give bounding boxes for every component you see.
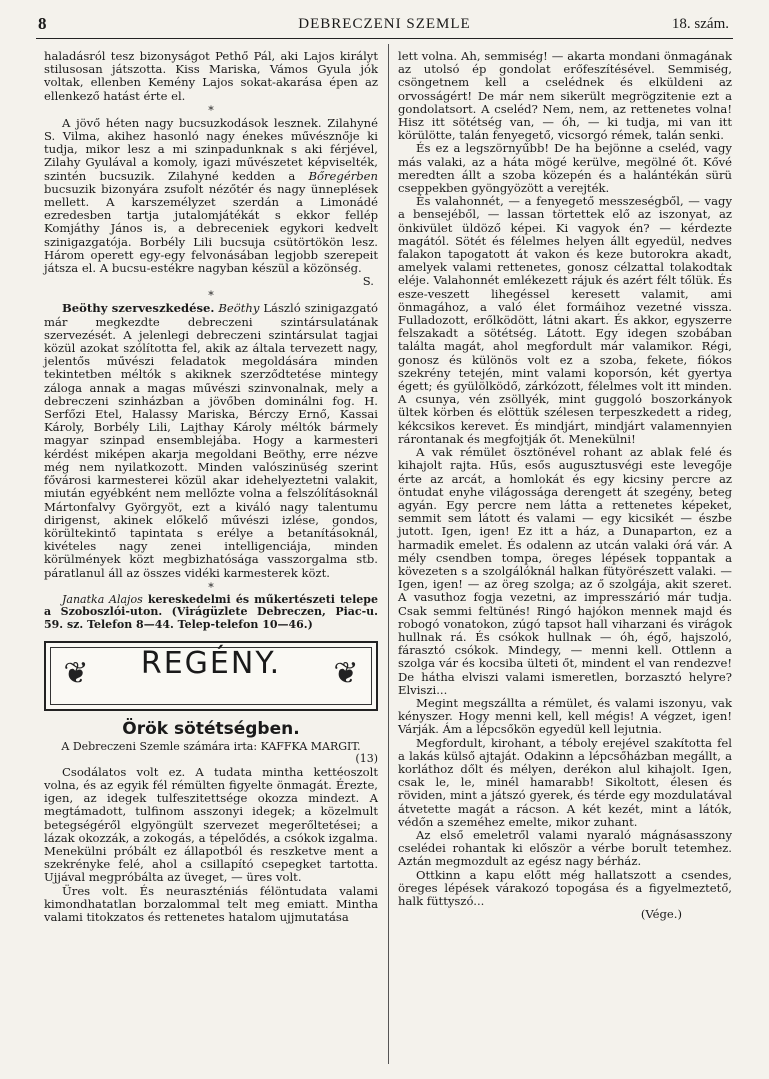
end-mark: (Vége.) (640, 907, 682, 922)
beothy-heading: Beöthy szerveszkedése. (62, 301, 215, 316)
novel-paragraph: Ottkinn a kapu előtt még hallatszott a csendes, öreges lépések várakozó topogása és a figyelmeztető, halk füttyszó... (398, 867, 732, 908)
page-number: 8 (38, 14, 47, 33)
section-separator: * (208, 103, 214, 117)
beothy-paragraph: Beöthy szerveszkedése. Beöthy László szinigazgató már megkezdte debreczeni szintársulatának szervezését. A jelenlegi debreczeni szintársulat tagjai közül azokat szólította fel, akik az általa tervezett nagy, jelentős művészi feladatok megoldására minden tekintetben méltók s akiknek szerződtetése mintegy záloga annak a magas művészi szinvonalnak, mely a debreczeni szinházban a jövőben dominálni fog. H. Serfőzi Etel, Halassy Mariska, Bérczy Ernő, Kassai Károly, Borbély Lili, Lajthay Károly méltók bármely magyar szinpad ensemblejába. Hogy a karmesteri kérdést miképen akarja megoldani Beöthy, erre nézve még nem nyilatkozott. Minden valószinüség szerint fővárosi karmesterei közül akar idehelyeztetni valakit, miután egyébként nem mellőzte volna a felszólításoknál Mártonfalvy Györgyöt, ezt a kiváló nagy talentumu dirigenst, akinek előkelő művészi izlése, gondos, körültekintő tapintata s erélye a betanításoknál, kivételes nagy zenei intelligenciája, minden körülmények közt megbizhatósága vasszorgalma stb. páratlanul áll az összes vidéki karmesterek közt. (44, 301, 378, 580)
novel-paragraph: Az első emeletről valami nyaraló mágnásasszony cselédei rohantak ki először a vérbe borult tetemhez. Aztán megmozdult az egész nagy bérház. (398, 827, 732, 869)
installment-number: (13) (355, 752, 378, 766)
novel-paragraph: Csodálatos volt ez. A tudata mintha kettéoszolt volna, és az egyik fél rémülten figyelte önmagát. Érezte, igen, az idegek tulfeszitettsége okozza mindezt. A megtámadott, tulfinom asszonyi idegek; a közelmult betegségéről elgyöngült szervezet megerőltetései; a lázak okozzák, a zokogás, a tépelődés, a csókok izgalma. Menekülni próbált ez állapotból és reszketve ment a szekrényke felé, ahol a csillapító csepegket tartotta. Ujjával megpróbálta az üveget, — üres volt. (44, 764, 378, 885)
journal-title: DEBRECZENI SZEMLE (298, 16, 471, 32)
issue-number: 18. szám. (671, 16, 729, 32)
novel-paragraph: És valahonnét, — a fenyegető messzeségből, — vagy a bensejéből, — lassan törtettek elő az iszonyat, az önkivület üldöző képei. Ki vagyok én? — kérdezte magától. Sötét és félelmes helyen állt egyedül, nedves falakon tapogatott át vakon és keze butorokra akadt, amelyek valami rettenetes, gonosz célzattal tolakodtak eléje. Valahonnét emlékezett rájuk és azért félt tőlük. És esze-veszett lihegéssel keresett valamit, ami önmagához, a való élet formáihoz vezetné vissza. Fulladozott, erőlködött, látni akart. És akkor, egyszerre felszakadt a sötétség. Látott. Egy idegen szobában találta magát, ahol megfordult már valamikor. Régi, gonosz és különös volt ez a szoba, fekete, fiókos szekrény tetején, mint valami koporsón, két gyertya égett; és gyülölködő, zárkózott, félelmes volt itt minden. A csunya, vén zsöllyék, mint guggoló boszorkányok ültek körben és elöttük szélesen terpeszkedett a rideg, kékcsikos kerevet. És mindjárt, mindjárt valamennyien rárontanak és megfojtják őt. Menekülni! (398, 194, 732, 446)
fleur-ornament-icon: ❦ (333, 655, 359, 691)
farewell-paragraph: A jövő héten nagy bucsuzkodások lesznek. Zilahyné S. Vilma, akihez hasonló nagy énekes művésznője ki tudja, mikor lesz a mi szinpadunknak s aki férjével, Zilahy Gyulával a komoly, igazi művészetet képviselték, szintén bucsuzik. Zilahyné kedden a Bőregérben bucsuzik bizonyára zsufolt nézőtér és nagy ünneplések mellett. A karszemélyzet szerdán a Limonádé ezredesben tartja jutalomjátékát s ekkor fellép Komjáthy János is, a debreceniek egykori kedvelt szinigazgatója. Borbély Lili bucsuja csütörtökön lesz. Három operett egy-egy felvonásában legjobb szerepeit játsza el. A bucsu-estékre nagyban készül a közönség. (44, 115, 378, 276)
novel-paragraph: Üres volt. És neuraszténiás félöntudata valami kimondhatatlan borzalommal telt meg emiatt. Mintha valami titokzatos és rettenetes hatalom ujjmutatása (44, 883, 378, 924)
section-separator: * (208, 289, 214, 303)
section-separator: * (208, 580, 214, 594)
novel-byline: A Debreczeni Szemle számára irta: KAFFKA MARGIT. (61, 739, 361, 753)
novel-paragraph: És ez a legszörnyűbb! De ha bejönne a cseléd, vagy más valaki, az a háta mögé kerülve, megölné őt. Kővé meredten állt a szoba közepén és a halántékán sürü cseppekben gyöngyözött a verejték. (398, 141, 732, 196)
novel-paragraph: Megfordult, kirohant, a téboly erejével szakította fel a lakás külső ajtaját. Odakinn a lépcsőházban megállt, a korláthoz dőlt és mélyen, derékon alul kihajolt. Igen, csak le, le, minél hamarabb! Sikoltott, élesen és röviden, mint a játszó gyerek, és térde egy mozdulatával átvetette magát a rácson. A két kezét, mint a látók, védőn a szeméhez emelte, mikor zuhant. (398, 735, 732, 829)
column-divider (388, 44, 389, 1064)
left-column (44, 50, 378, 924)
author-signature: S. (362, 274, 374, 289)
right-column (398, 50, 732, 921)
fleur-ornament-icon: ❦ (63, 655, 89, 691)
novel-paragraph: lett volna. Ah, semmiség! — akarta mondani önmagának az utolsó ép gondolat erőfeszítésével. Semmiség, csöngetnem kell a cselédnek és elküldeni az orvosságért! De már nem sikerült megrögzitenie ezt a gondolatsort. A cseléd? Nem, nem, az rettenetes volna! Hisz itt sötétség van, — óh, — ki tudja, mi van itt körülötte, talán fenyegető, vicsorgó rémek, talán senki. (398, 49, 732, 143)
theatre-review-end: haladásról tesz bizonyságot Pethő Pál, aki Lajos királyt stilusosan játszotta. Kiss Mariska, Vámos Gyula jók voltak, ellenben Kemény Lajos sokat-akarása épen az ellenkező hatást érte el. (44, 49, 378, 103)
novel-title: Örök sötétségben. (122, 718, 300, 739)
advertisement: Janatka Alajos kereskedelmi és műkertészeti telepe a Szoboszlói-uton. (Virágüzlete Debreczen, Piac-u. 59. sz. Telefon 8—44. Telep-telefon 10—46.) (44, 592, 378, 631)
page-header (36, 10, 733, 39)
novel-banner (44, 641, 378, 711)
novel-paragraph: Megint megszállta a rémület, és valami iszonyu, vak kényszer. Hogy menni kell, kell mégis! A végzet, igen! Várják. Ám a lépcsőkön egyedül kell lejutnia. (398, 695, 732, 737)
banner-title: REGÉNY. (140, 645, 282, 681)
novel-paragraph: A vak rémület ösztönével rohant az ablak felé és kihajolt rajta. Hűs, esős augusztusvégi este levegője érte az arcát, a homlokát és egy kicsiny percre az öntudat enyhe világossága derengett át szegény, beteg agyán. Egy percre nem látta a rettenetes képeket, semmit sem látott és valami — egy kicsikét — észbe jutott. Igen, igen! Ez itt a ház, a Dunaparton, ez a harmadik emelet. És odalenn az utcán valaki órá vár. A mély csendben tompa, öreges lépések toppantak a kövezeten s a szolgálóknál halkan fütyörészett valaki. — Igen, igen! — az öreg szolga; az ő szolgája, akit szeret. A vasuthoz fogja vezetni, az impresszárió már tudja. Csak semmi feltünés! Ringó hajókon mennek majd és robogó vonatokon, zúgó tapsot hall viharzani és virágok hullnak rá. És csókok hullnak — óh, égő, hajszoló, fárasztó csókok. Mindegy, — menni kell. Ottlenn a szolga vár és kocsiba ülteti őt, mindent el van rendezve! De hátha elviszi valami ismeretlen, borzasztó helyre? Elviszi... (398, 445, 732, 697)
